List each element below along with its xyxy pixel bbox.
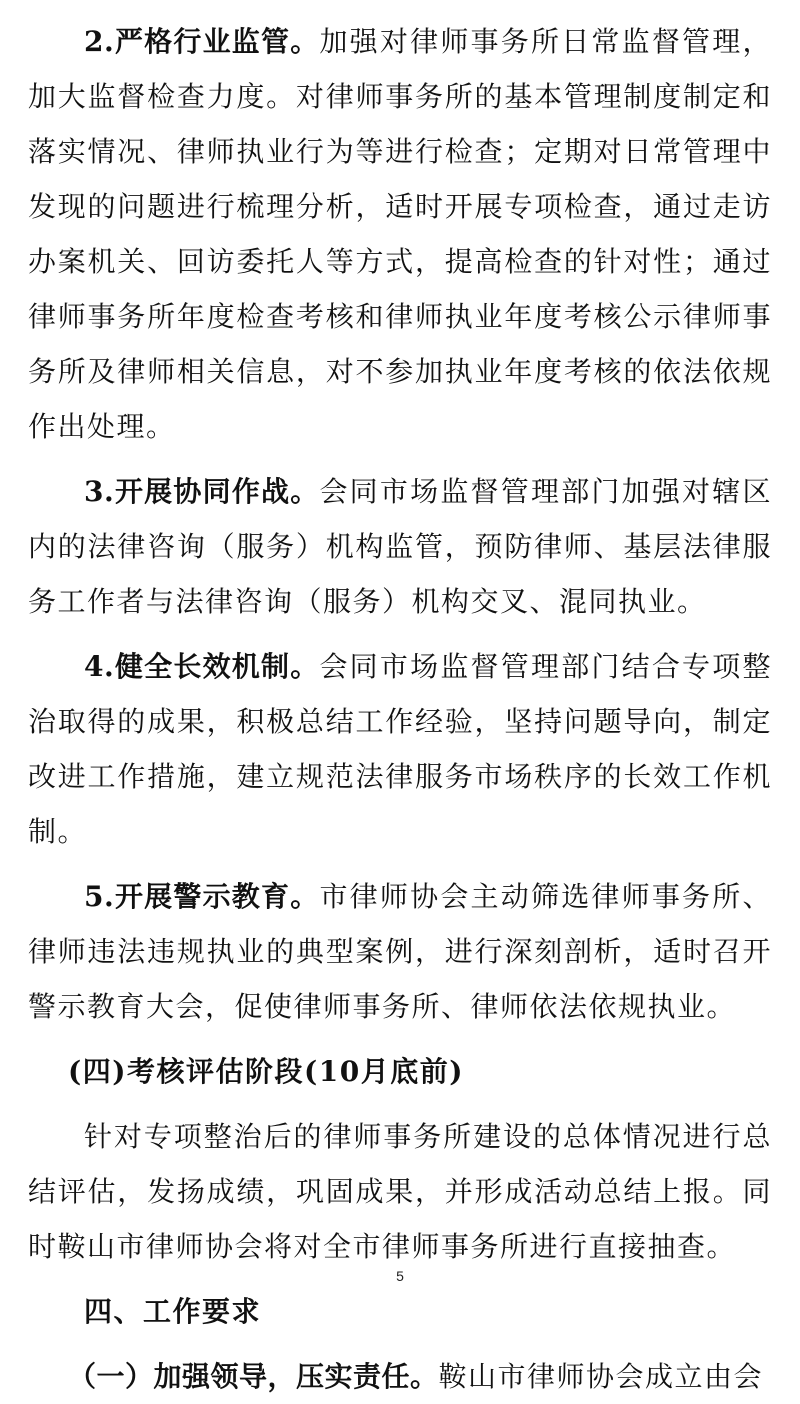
paragraph-text: 加强对律师事务所日常监督管理，加大监督检查力度。对律师事务所的基本管理制度制定和落实情况、律师执业行为等进行检查；定期对日常管理中发现的问题进行梳理分析，适时开展专项检查，通过走访办案机关、回访委托人等方式，提高检查的针对性；通过律师事务所年度检查考核和律师执业年度考核公示律师事务所及律师相关信息，对不参加执业年度考核的依法依规作出处理。 (28, 25, 772, 443)
paragraph-lead: 2.严格行业监管。 (84, 25, 320, 58)
paragraph-industry-supervision (28, 14, 772, 454)
paragraph-stage-body: 针对专项整治后的律师事务所建设的总体情况进行总结评估，发扬成绩，巩固成果，并形成活动总结上报。同时鞍山市律师协会将对全市律师事务所进行直接抽查。 (28, 1120, 772, 1263)
section-heading: 四、工作要求 (84, 1295, 262, 1328)
paragraph-lead: 5.开展警示教育。 (84, 880, 320, 913)
paragraph-lead: 4.健全长效机制。 (84, 650, 320, 683)
document-body (28, 14, 772, 1404)
paragraph-lead: （一）加强领导，压实责任。 (68, 1360, 439, 1393)
stage-heading: (四)考核评估阶段(10月底前) (68, 1055, 464, 1088)
paragraph-text: 市律师协会主动筛选律师事务所、律师违法违规执业的典型案例，进行深刻剖析，适时召开警示教育大会，促使律师事务所、律师依法依规执业。 (28, 880, 772, 1023)
paragraph-text: 会同市场监督管理部门加强对辖区内的法律咨询（服务）机构监管，预防律师、基层法律服务工作者与法律咨询（服务）机构交叉、混同执业。 (28, 475, 772, 618)
paragraph-joint-operation (28, 464, 772, 629)
paragraph-requirement (28, 1349, 772, 1404)
paragraph-warning-education (28, 869, 772, 1034)
paragraph-text: 会同市场监督管理部门结合专项整治取得的成果，积极总结工作经验，坚持问题导向，制定改进工作措施，建立规范法律服务市场秩序的长效工作机制。 (28, 650, 772, 848)
paragraph-long-term-mechanism (28, 639, 772, 859)
paragraph-text: 鞍山市律师协会成立由会 (438, 1360, 764, 1393)
page-number: 5 (396, 1268, 404, 1284)
paragraph-lead: 3.开展协同作战。 (84, 475, 320, 508)
